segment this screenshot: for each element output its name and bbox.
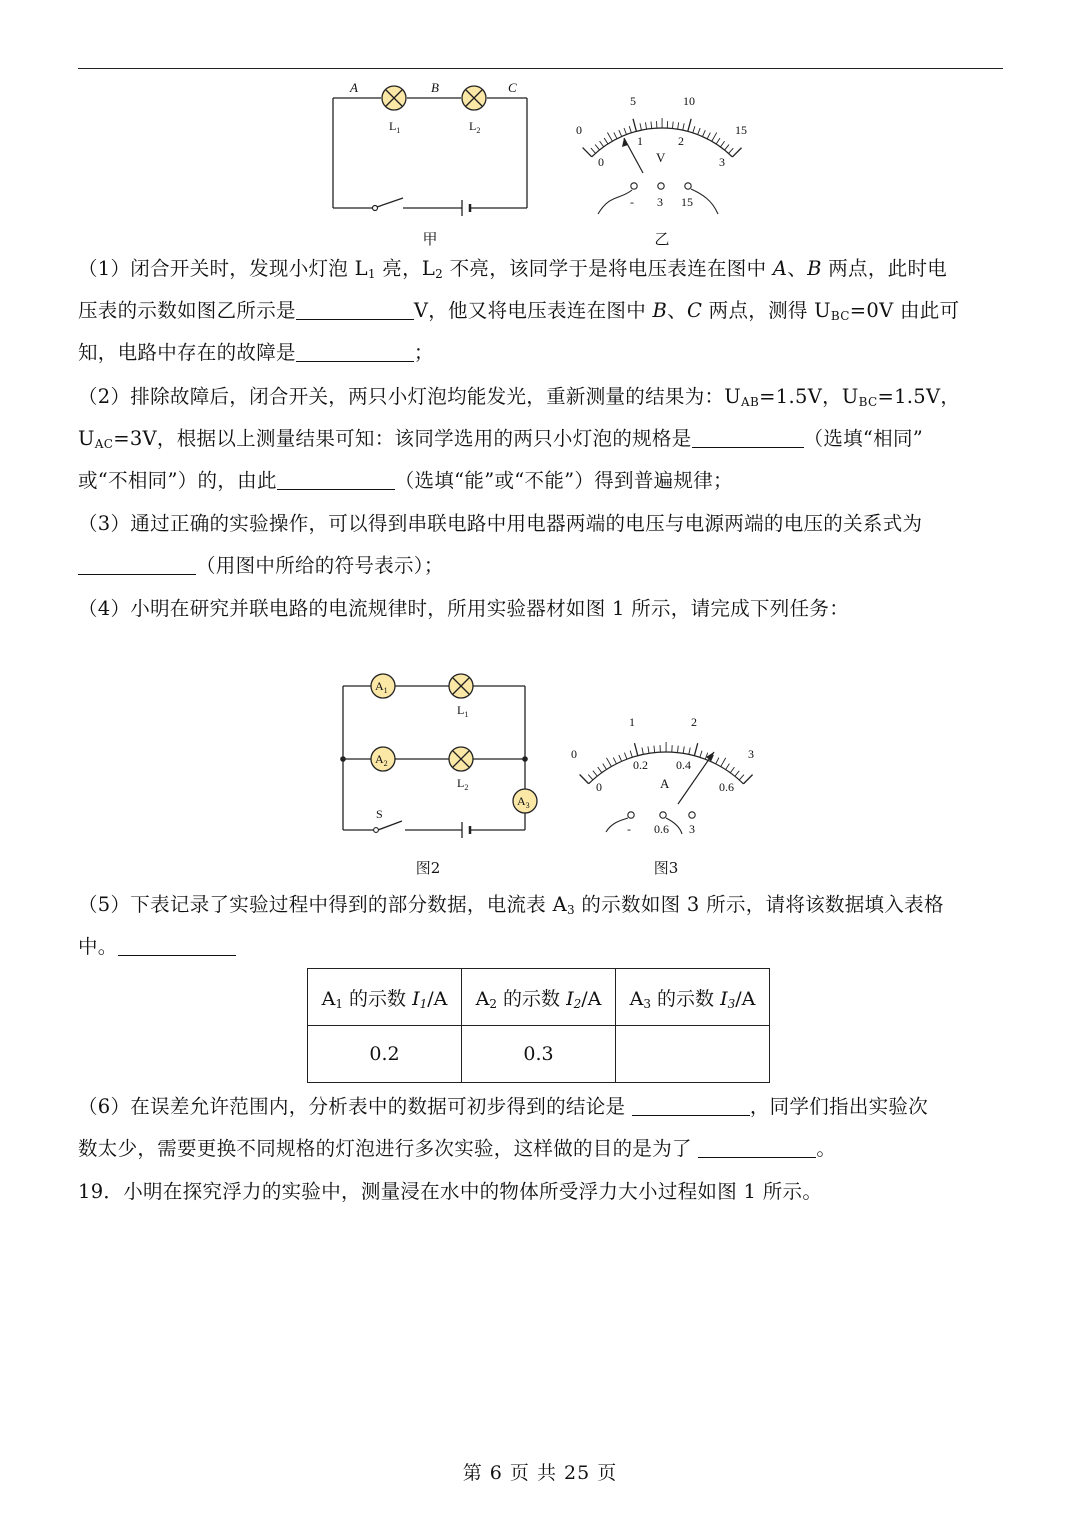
- v-top-scale-5: 5: [630, 94, 636, 108]
- table-row: [308, 1026, 770, 1083]
- answer-blank-q3-formula[interactable]: [78, 555, 196, 576]
- ammeter-a2-icon: [371, 747, 395, 771]
- table-header-row: [308, 969, 770, 1026]
- v-bottom-scale-3: 3: [719, 155, 725, 169]
- point-b-label: B: [431, 80, 439, 95]
- lamp-l2-label: $L_2$: [469, 119, 481, 135]
- figure-2-caption: 图2: [415, 859, 441, 877]
- question-6: （6）在误差允许范围内，分析表中的数据可初步得到的结论是 ，同学们指出实验次 数太少，需要更换不同规格的灯泡进行多次实验，这样做的目的是为了 。: [78, 1095, 929, 1160]
- answer-blank-q2-law[interactable]: [277, 470, 395, 491]
- figure-3-caption: 图3: [653, 859, 679, 877]
- v-bottom-scale-2: 2: [678, 134, 684, 148]
- v-terminal-neg: -: [630, 195, 634, 209]
- a-top-scale-3: 3: [748, 747, 754, 761]
- page-footer: 第 6 页 共 25 页: [462, 1462, 618, 1484]
- v-bottom-scale-1: 1: [637, 134, 643, 148]
- svg-text:A3: $A_3$: [517, 794, 530, 810]
- figure-yi-caption: 乙: [654, 230, 670, 248]
- question-5: （5）下表记录了实验过程中得到的部分数据，电流表 $A_3$ 的示数如图 3 所示，请将该数据填入表格 中。: [78, 893, 944, 958]
- table-header-a1: $A_1$ 的示数 $I_1/A$: [308, 969, 462, 1026]
- table-header-a2: $A_2$ 的示数 $I_2/A$: [462, 969, 616, 1026]
- figure-jia-circuit: [325, 76, 535, 221]
- a-unit-label: A: [660, 776, 670, 791]
- table-cell-i2: 0.3: [462, 1026, 616, 1083]
- a-bottom-scale-04: 0.4: [676, 758, 691, 772]
- lamp-l1-icon: [449, 674, 473, 698]
- question-19: 19．小明在探究浮力的实验中，测量浸在水中的物体所受浮力大小过程如图 1 所示。: [78, 1180, 823, 1203]
- v-bottom-scale-0: 0: [598, 155, 604, 169]
- ammeter-a3-icon: [513, 789, 537, 813]
- ammeter-a1-icon: [371, 674, 395, 698]
- a-top-scale-0: 0: [571, 747, 577, 761]
- point-a-label: A: [350, 80, 358, 95]
- a-top-scale-1: 1: [629, 715, 635, 729]
- figure-3-ammeter: [568, 712, 768, 842]
- answer-blank-q2-spec[interactable]: [692, 428, 804, 449]
- a-top-scale-2: 2: [691, 715, 697, 729]
- svg-text:A2: $A_2$: [375, 752, 388, 768]
- header-rule: [78, 68, 1003, 69]
- question-2: （2）排除故障后，闭合开关，两只小灯泡均能发光，重新测量的结果为：$U_{AB}=1.5V$，$U_{BC}=1.5V$， $U_{AC}=3V$，根据以上测量结果可知：该同学选用的两只小灯泡的规格是 （选填“相同” 或“不相同”）的，由此 （选填“能”或“不能”）得到普遍规律；: [78, 385, 961, 492]
- lamp-l2-icon: [462, 86, 486, 110]
- lamp-l1-label: $L_1$: [389, 119, 401, 135]
- a-terminal-neg: -: [627, 822, 631, 836]
- a-terminal-3: 3: [689, 822, 695, 836]
- question-3: （3）通过正确的实验操作，可以得到串联电路中用电器两端的电压与电源两端的电压的关系式为 （用图中所给的符号表示）；: [78, 512, 923, 577]
- lamp-l1-icon: [382, 86, 406, 110]
- table-cell-i1: 0.2: [308, 1026, 462, 1083]
- figure-yi-voltmeter: [570, 88, 755, 218]
- fig2-lamp-l1-label: $L_1$: [457, 703, 469, 719]
- point-c-label: C: [508, 80, 517, 95]
- lamp-l2-icon: [449, 747, 473, 771]
- svg-text:A1: $A_1$: [375, 679, 388, 695]
- figure-jia-caption: 甲: [422, 230, 438, 248]
- answer-blank-q6-conclusion[interactable]: [632, 1096, 750, 1117]
- table-cell-i3[interactable]: [616, 1026, 770, 1083]
- v-top-scale-15: 15: [735, 123, 747, 137]
- answer-blank-q5[interactable]: [118, 936, 236, 957]
- a-bottom-scale-0: 0: [596, 780, 602, 794]
- v-top-scale-0: 0: [576, 123, 582, 137]
- answer-blank-q6-purpose[interactable]: [698, 1138, 816, 1159]
- data-table: [307, 968, 770, 1083]
- v-top-scale-10: 10: [683, 94, 695, 108]
- answer-blank-q1-voltage[interactable]: [296, 300, 414, 321]
- fig2-switch-label: S: [376, 807, 383, 821]
- question-4: （4）小明在研究并联电路的电流规律时，所用实验器材如图 1 所示，请完成下列任务：: [78, 597, 850, 620]
- v-terminal-15: 15: [681, 195, 693, 209]
- v-terminal-3: 3: [657, 195, 663, 209]
- fig2-lamp-l2-label: $L_2$: [457, 776, 469, 792]
- v-unit-label: V: [656, 150, 666, 165]
- a-bottom-scale-06: 0.6: [719, 780, 734, 794]
- a-terminal-06: 0.6: [654, 822, 669, 836]
- question-1: （1）闭合开关时，发现小灯泡 $L_1$ 亮，$L_2$ 不亮，该同学于是将电压表连在图中 A、B 两点，此时电 压表的示数如图乙所示是 V，他又将电压表连在图中 B、C 两点，测得 $U_{BC}=0V$ 由此可 知，电路中存在的故障是 ；: [78, 257, 960, 364]
- answer-blank-q1-fault[interactable]: [296, 342, 414, 363]
- table-header-a3: $A_3$ 的示数 $I_3/A$: [616, 969, 770, 1026]
- a-bottom-scale-02: 0.2: [633, 758, 648, 772]
- figure-2-circuit: [335, 670, 545, 840]
